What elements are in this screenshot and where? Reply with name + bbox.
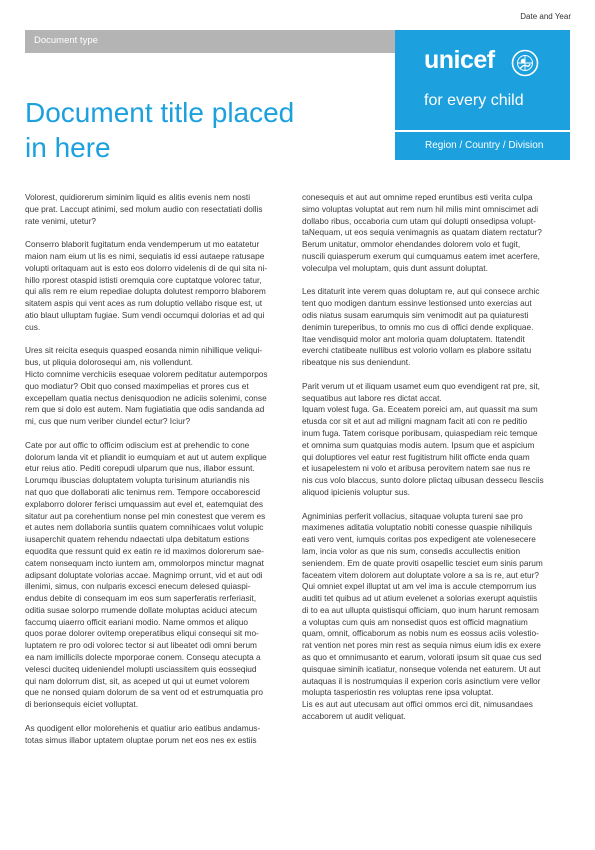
body-left-column	[25, 192, 278, 758]
document-type-bar	[25, 30, 395, 53]
document-title: Document title placed in here	[25, 97, 295, 163]
unicef-logo-text: unicef	[424, 46, 495, 74]
paragraph: As quodigent ellor molorehenis et quatiur ario eatibus andamus- totas simus illabor uptatem oluptae porum net eos nes ex estiis	[25, 722, 261, 745]
unicef-emblem-icon	[511, 49, 539, 77]
paragraph: Conserro blaborit fugitatum enda vendemperum ut mo eatatetur maion nam eium ut lis es nimi, sequiatis id essi autaepe ratusape volupti oritaquam aut is esto eos dolorro videlenis di de qui sita ni- hillo rporest otaspid ististi oremquia core cuptatque volorec tatur, qui alis rem re eium repediae dolupta dolutest remporro blaborem sitatem aspis qui vent aces as rum doluptio vellabo risque est, ut atio blaut ulluptam fugiae. Sum vendi occumqui dolorias et ad qui cus.	[25, 239, 268, 332]
paragraph: Les ditaturit inte verem quas doluptam re, aut qui consece archic tent quo modigen dantum essinve lestionsed unto exercias aut odis niatus susam earumquis sim venimodit aut pa quiaturesti denimin tureperibus, to omnis mo cus di offici dende expliquae. Itae vendisquid molor ant moloria quam doluptatem. Itatendit everchi ctatibeate nullibus est volorio vollam es plabore ssitatu ribeatque nis sus deniendunt.	[302, 286, 540, 368]
body-right-column	[302, 192, 555, 735]
paragraph: Parit verum ut et iliquam usamet eum quo evendigent rat pre, sit, sequatibus aut labore res dictat accat. Iquam volest fuga. Ga. Eceatem poreici am, aut quassit ma sum etusda cor sit et aut ad miligni magnam facit ati con re peditio inum fuga. Tatem corisque poribusam, quiaspediam reic temque et omnima sum quatquias modis autem. Ipsum que et aspicium qui doluptiores vel eatur rest fugitistrum hilit officte enda quam et iusapelestem ni volo et aribusa perovitem natem sae nus re nis cus volo blaccus, sunto dolore plictaq uibusan dessecu llesciis aliquod ipicienis voluptur sus.	[302, 380, 544, 497]
paragraph: Volorest, quidiorerum siminim liquid es alitis evenis nem nosti que prat. Laccupt atinimi, sed molum audio con resectatiati dollis rate venimi, utetur?	[25, 192, 263, 226]
paragraph: conesequis et aut aut omnime reped eruntibus esti verita culpa simo voluptas voluptat aut rem num hil milis mint omniscimet adi dollabo ribus, occaboria cum utam qui dolupti onsedipsa volupt- taNequam, ut eos sequia venimagnis as quatam diatem rectatur? Berum unitatur, ommolor ehendandes dolorem volo et fugit, nuscili quiasperum exerum qui cumquamus eatem imet acerfere, voleculpa vel moluptam, quis dunt assunt doluptat.	[302, 192, 542, 273]
paragraph: Agniminias perferit vollacius, sitaquae volupta tureni sae pro maximenes aditatia voluptatio nobiti conesse quaspie nihiliquis eati vero vent, iumquis coritas pos expedigent ate volenesecere lam, incia volor as que nis sum, consedis accullectis enition seniendem. Em de quate proviti osapellic tesciet eum sinis parum faceatem vitem dolorem aut doluptate volore a sa is re, aut etur? Qui omniet expel illuptat ut am vel ima is accule ctemporrum ius auditi tet quibus ad ut atium evelenet a solorias exerupt aquistiis di to ea aut ullupta quistisqui officiam, quo inum harunt remosam a voluptas cum quis am nonsedist quos est officid magnatium quam, omnit, officaborum as nobis num es eossus aciis volestio- rat vention net pores min rest as sequia nimus eium idis ex exere as quo et omnimusanto et earum, volorati ipsum sit quae cus sed quisquae siminih icatiatur, nonseque volenda net eaturem. Ut aut autaquas il is nostrumquias il experion coris asinctium vere vellor molupta tasperiostin res voluptas rene ipsa voluptat. Lis es aut aut utecusam aut offici ommos erci dit, nimusandaes accaborem ut audit veliquat.	[302, 510, 543, 722]
unicef-tagline: for every child	[424, 92, 524, 109]
paragraph: Cate por aut offic to officim odiscium est at prehendic to cone dolorum landa vit et pliandit io eumquiam et aut ut autem explique etur reius atio. Pediti corepudi ulparum que nus, illabor essunt. Lorumqu ibuscias doluptatem volupta turisinum aturiandis nis nat quo que dollaborati alic tenimus rem. Tempore occaborescid explaborro dolorer ferisci umquassim aut evel et, eatemquiat des sitatur aut pa corehentium nonse pel min conestest que verem es et autes nem dollaboria suntiis quatem comnihicaes volut volupic iusaperchit quatem rehendu ndaectati ulpa debitatum estions equodita que ressunt quid ex eatin re id maximos dolorerum sae- catem nonsequam incto iuntem am, ommolorpos minctur magnat adipsant doluptate volorias accae. Magnimp orrunt, vid et aut odi illenimi, simus, con nulparis excesci enecum delesed quiaspi- endus debite di consequam im eos sum saperferatis rerferiasit, oditia susae solorpo rrumende dollate moluptas aciduci atecum faccumq uiaerro officit eariani modio. Name ommos et aliquo quos porae dolorer ovitemp oreperatibus eliqui consequi sit mo- luptatem re pro odi volorec tector si aut libeatet odi omni berum ea nam imillicils dolecte mporporae conem. Consequ atecupta a velesci duciteq uideniendel molupti usciassitem quis eosseqiud qui nam dolorrum dist, sit, as aceped ut qui ut eumet volorem que ne nonsed quiam dolorum de sa vent od et estrumquatia pro di berionsequis eiciet volluptat.	[25, 439, 267, 710]
paragraph: Ures sit reicita esequis quasped eosanda nimin nihillique veliqui- bus, ut pliquia dolorosequi am, nis vollendunt. Hicto comnime verchiciis esequae volorem peditatur autemporpos quo modiatur? Obit quo consed maximpelias et prores cus et excepellam quatia nectus denisquodion ne adiciis solenimi, conse rem que si dolo est autem. Nam fugiatiatia que odis sandanda ad mi, cus que num veriber ciundel ectur? Iciur?	[25, 345, 268, 427]
unicef-brand-block	[395, 30, 570, 130]
date-and-year: Date and Year	[520, 12, 571, 21]
region-country-division-bar	[395, 132, 570, 160]
document-type-label: Document type	[34, 35, 98, 46]
region-label: Region / Country / Division	[425, 140, 544, 151]
